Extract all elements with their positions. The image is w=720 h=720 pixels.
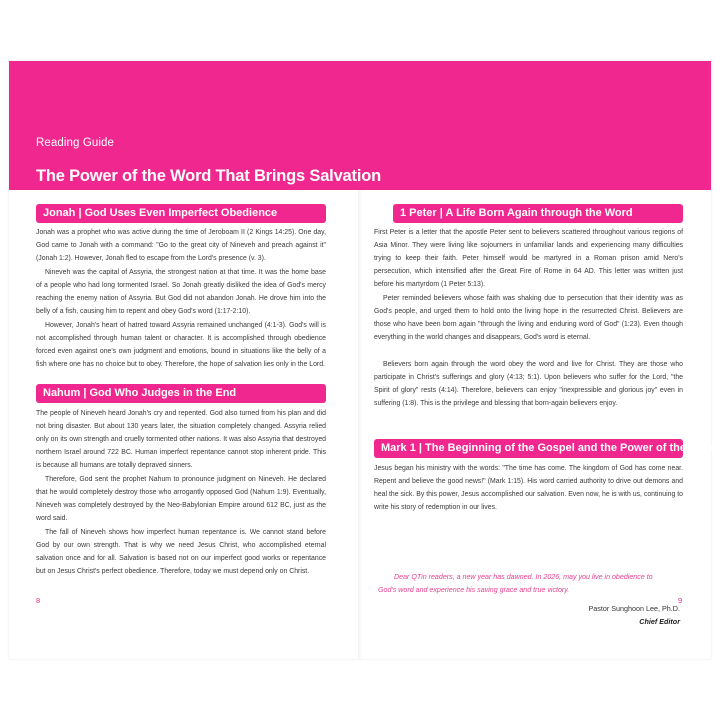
nahum-heading: Nahum | God Who Judges in the End — [36, 384, 326, 403]
closing-message: Dear QTin readers, a new year has dawned. In 2026, may you live in obedience to God's word and experience his saving grace and true victory. — [378, 573, 653, 595]
nahum-paragraph-2: Therefore, God sent the prophet Nahum to pronounce judgment on Nineveh. He declared that he would completely destroy those who arrogantly opposed God (Nahum 1:9). Eventually, Nineveh was completely destroyed by the Neo-Babylonian Empire around 612 BC, just as the word said. — [36, 476, 326, 523]
book-gutter — [358, 190, 362, 659]
mark-paragraph-1: Jesus began his ministry with the words: "The time has come. The kingdom of God has come near. Repent and believe the good news!" (Mark 1:15). His word carried authority to drive out demons and heal the sick. By this power, Jesus accomplished our salvation. Even now, he is with us, continuing to write his story of redemption in our lives. — [374, 465, 683, 512]
mark-heading: Mark 1 | The Beginning of the Gospel and the Power of the Word — [374, 439, 683, 458]
section-label: Reading Guide — [36, 137, 115, 149]
jonah-paragraph-1: Jonah was a prophet who was active during the time of Jeroboam II (2 Kings 14:25). One day, God came to Jonah with a command: "Go to the great city of Nineveh and preach against it" (Jonah 1:2). However, Jonah fled to escape from the Lord's presence (v. 3). — [36, 229, 326, 263]
peter-paragraph-3: Believers born again through the word obey the word and live for Christ. They are those who participate in Christ's sufferings and glory (4:13; 5:1). Upon believers who suffer for the Lord, "the Spirit of glory" rests (4:14). Therefore, believers can enjoy "inexpressible and glorious joy" even in suffering (1:8). This is the privilege and blessing that born-again believers enjoy. — [374, 361, 683, 408]
page-number-left: 8 — [36, 596, 41, 605]
jonah-paragraph-3: However, Jonah's heart of hatred toward Assyria remained unchanged (4:1-3). God's will is not accomplished through human talent or character. It is accomplished through obedience forced even against one's own judgment and emotions, bound in situations like the belly of a fish where one has no choice but to obey. Therefore, the hope of salvation lies only in the Lord. — [36, 322, 326, 369]
page-title: The Power of the Word That Brings Salvation — [36, 167, 381, 185]
peter-paragraph-1: First Peter is a letter that the apostle Peter sent to believers scattered throughout various regions of Asia Minor. They were living like sojourners in unfamiliar lands and experiencing many difficulties trying to keep their faith. Peter himself would be martyred in a Roman prison amid Nero's persecution, which intensified after the Great Fire of Rome in 64 AD. This letter was written just before his martyrdom (1 Peter 5:13). — [374, 229, 683, 289]
nahum-paragraph-3: The fall of Nineveh shows how imperfect human repentance is. We cannot stand before God by our own strength. That is why we need Jesus Christ, who accomplished eternal salvation once and for all. Salvation is based not on our imperfect good works or repentance but on Jesus Christ's perfect obedience. Therefore, today we must depend only on Christ. — [36, 529, 326, 576]
signature-name: Pastor Sunghoon Lee, Ph.D. — [588, 604, 680, 613]
signature-block — [588, 603, 680, 628]
jonah-heading: Jonah | God Uses Even Imperfect Obedience — [36, 204, 326, 223]
jonah-paragraph-2: Nineveh was the capital of Assyria, the strongest nation at that time. It was the home base of a people who had long tormented Israel. So Jonah greatly disliked the idea of God's mercy reaching the enemy nation of Assyria. But God did not abandon Jonah. He drove him into the belly of a fish, causing him to repent and obey God's word (1:17-2:10). — [36, 269, 326, 316]
nahum-paragraph-1: The people of Nineveh heard Jonah's cry and repented. God also turned from his plan and did not bring disaster. But about 130 years later, the situation completely changed. Assyria relied only on its own strength and cruelly tormented other nations. It was also Assyria that destroyed northern Israel around 722 BC. Human imperfect repentance cannot stop inherent pride. This is because all humans are totally depraved sinners. — [36, 410, 326, 470]
peter-paragraph-2: Peter reminded believers whose faith was shaking due to persecution that their identity was as God's people, and urged them to hold onto the living hope in the resurrected Christ. Believers are those who have been born again "through the living and enduring word of God" (1:23). Even though everything in the world changes and disappears, God's word is eternal. — [374, 295, 683, 342]
page-number-right: 9 — [678, 596, 683, 605]
signature-role: Chief Editor — [639, 616, 680, 626]
peter-heading: 1 Peter | A Life Born Again through the Word — [393, 204, 683, 223]
